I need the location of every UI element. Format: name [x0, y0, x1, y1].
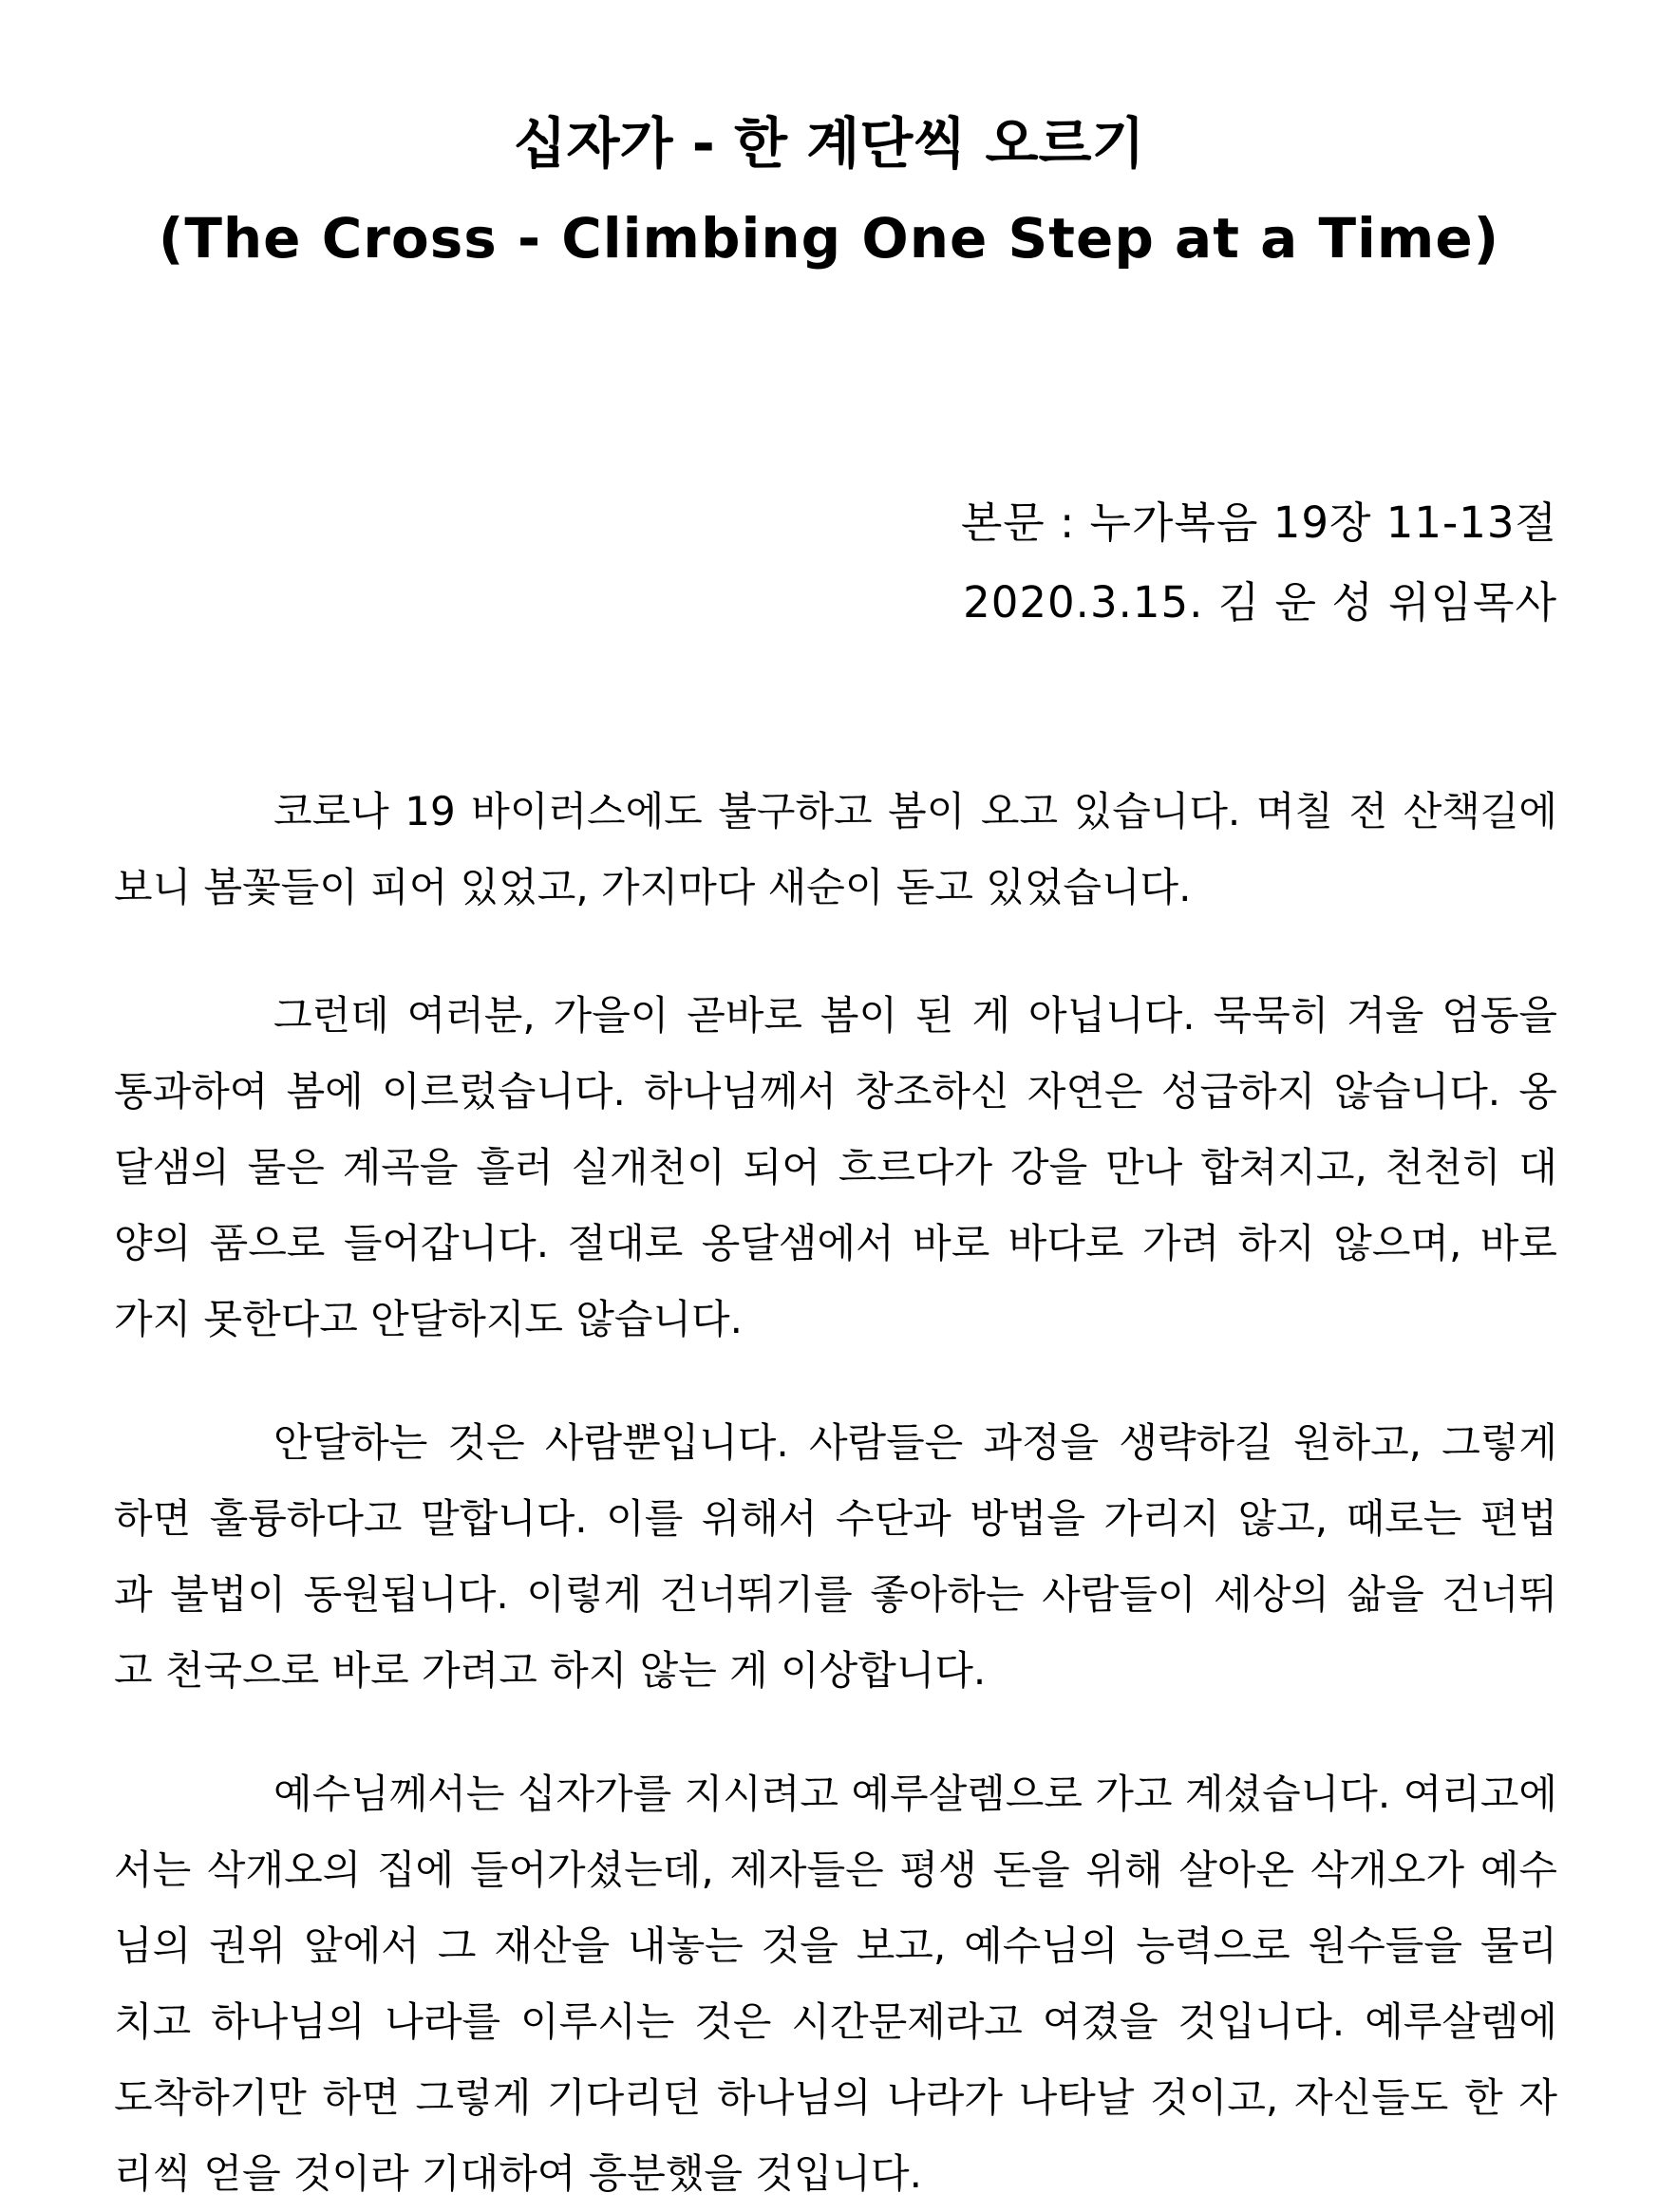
title-english: (The Cross - Climbing One Step at a Time): [158, 206, 1500, 271]
paragraph-2: [114, 978, 1557, 1358]
paragraph-line: 양의 품으로 들어갑니다. 절대로 옹달샘에서 바로 바다로 가려 하지 않으며, 바로: [114, 1220, 1557, 1266]
paragraph-line: 그런데 여러분, 가을이 곧바로 봄이 된 게 아닙니다. 묵묵히 겨울 엄동을: [273, 992, 1557, 1039]
paragraph-line: 보니 봄꽃들이 피어 있었고, 가지마다 새순이 돋고 있었습니다.: [114, 864, 1192, 910]
paragraph-4: [114, 1756, 1557, 2212]
paragraph-line: 달샘의 물은 계곡을 흘러 실개천이 되어 흐르다가 강을 만나 합쳐지고, 천천히 대: [114, 1144, 1557, 1190]
scripture-reference: 본문 : 누가복음 19장 11-13절: [960, 497, 1557, 548]
paragraph-line: 코로나 19 바이러스에도 불구하고 봄이 오고 있습니다. 며칠 전 산책길에: [273, 788, 1557, 834]
paragraph-line: 안달하는 것은 사람뿐입니다. 사람들은 과정을 생략하길 원하고, 그렇게: [273, 1419, 1557, 1466]
paragraph-line: 님의 권위 앞에서 그 재산을 내놓는 것을 보고, 예수님의 능력으로 원수들을 물리: [114, 1922, 1557, 1969]
date-author: 2020.3.15. 김 운 성 위임목사: [963, 577, 1557, 628]
paragraph-line: 가지 못한다고 안달하지도 않습니다.: [114, 1296, 743, 1342]
paragraph-line: 과 불법이 동원됩니다. 이렇게 건너뛰기를 좋아하는 사람들이 세상의 삶을 건너뛰: [114, 1571, 1557, 1618]
paragraph-line: 치고 하나님의 나라를 이루시는 것은 시간문제라고 여겼을 것입니다. 예루살렘에: [114, 1998, 1557, 2045]
paragraph-line: 리씩 얻을 것이라 기대하여 흥분했을 것입니다.: [114, 2150, 922, 2197]
paragraph-line: 통과하여 봄에 이르렀습니다. 하나님께서 창조하신 자연은 성급하지 않습니다. 옹: [114, 1068, 1557, 1115]
paragraph-line: 예수님께서는 십자가를 지시려고 예루살렘으로 가고 계셨습니다. 여리고에: [273, 1771, 1557, 1817]
paragraph-3: [114, 1405, 1557, 1709]
title-korean: 십자가 - 한 계단씩 오르기: [513, 111, 1145, 176]
paragraph-line: 도착하기만 하면 그렇게 기다리던 하나님의 나라가 나타날 것이고, 자신들도 한 자: [114, 2074, 1557, 2121]
paragraph-1: [114, 774, 1557, 926]
paragraph-line: 하면 훌륭하다고 말합니다. 이를 위해서 수단과 방법을 가리지 않고, 때로는 편법: [114, 1495, 1557, 1542]
paragraph-line: 서는 삭개오의 집에 들어가셨는데, 제자들은 평생 돈을 위해 살아온 삭개오가 예수: [114, 1846, 1557, 1893]
paragraph-line: 고 천국으로 바로 가려고 하지 않는 게 이상합니다.: [114, 1647, 987, 1694]
